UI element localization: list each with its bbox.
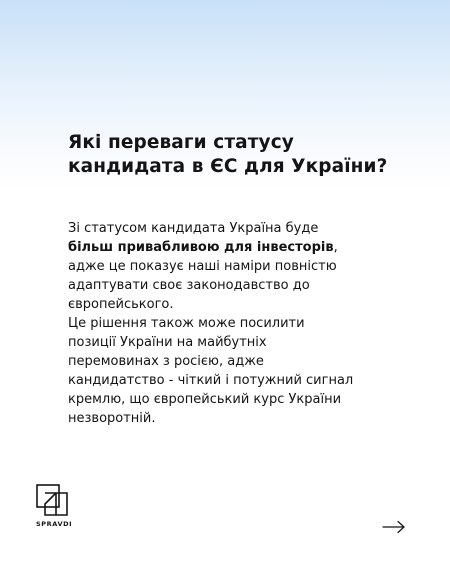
highlighted-text: більш привабливою для інвесторів <box>68 240 334 255</box>
title-line: кандидата в ЄС для України? <box>68 156 388 177</box>
next-slide-button[interactable] <box>382 520 406 534</box>
arrow-right-icon <box>382 520 406 534</box>
paragraph-line: перемовинах з росією, адже <box>68 354 264 369</box>
paragraph-line: адаптувати своє законодавство до <box>68 278 310 293</box>
paragraph-line: адже це показує наші наміри повністю <box>68 259 337 274</box>
title-line: Які переваги статусу <box>68 132 294 153</box>
spravdi-logo-icon <box>36 484 76 516</box>
paragraph-line: кандидатство - чіткий і потужний сигнал <box>68 373 354 388</box>
slide-title <box>68 131 398 179</box>
paragraph-line <box>68 238 388 257</box>
paragraph-line: Це рішення також може посилити <box>68 316 305 331</box>
paragraph-line: Зі статусом кандидата Україна буде <box>68 221 319 236</box>
paragraph-line: незворотній. <box>68 411 156 426</box>
logo-text: SPRAVDI <box>36 520 73 528</box>
paragraph-investors <box>68 219 388 314</box>
paragraph-text: , <box>333 240 338 255</box>
paragraph-negotiations <box>68 314 388 428</box>
paragraph-line: позиції України на майбутніх <box>68 335 267 350</box>
spravdi-logo <box>36 484 76 530</box>
paragraph-line: європейського. <box>68 297 174 312</box>
paragraph-line: кремлю, що європейський курс України <box>68 392 342 407</box>
